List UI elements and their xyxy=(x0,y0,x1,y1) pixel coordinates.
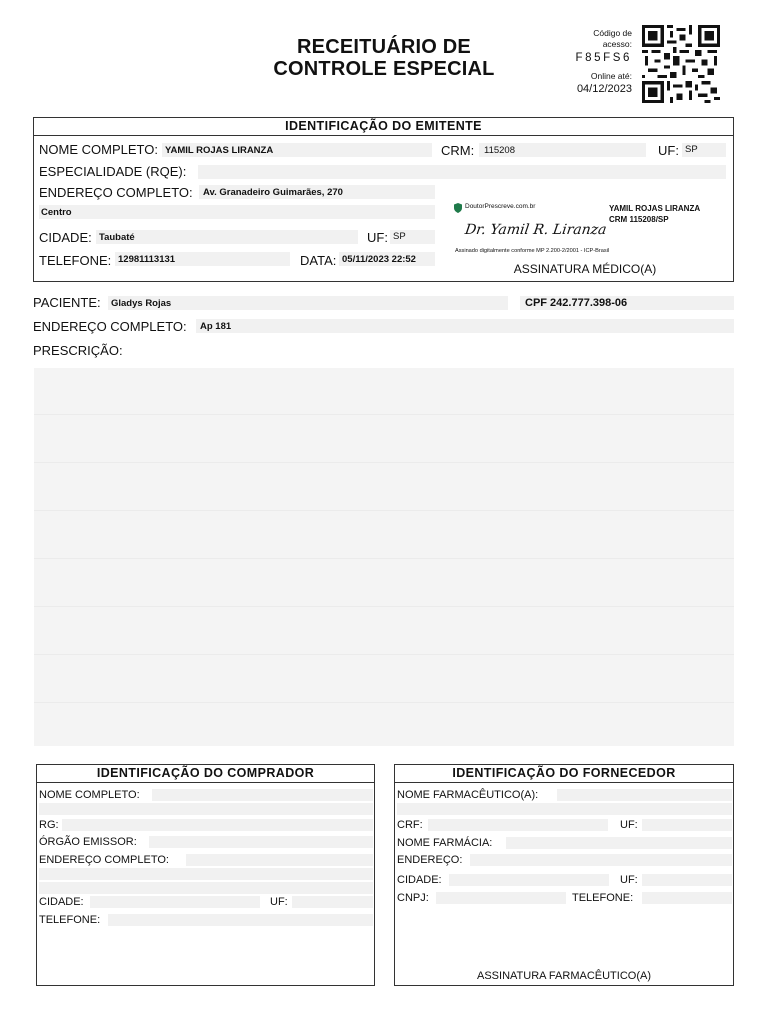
emitter-specialty-field xyxy=(198,165,726,179)
handwritten-signature: Dr. Yamil R. Liranza xyxy=(463,222,608,238)
emitter-uf-value: SP xyxy=(685,144,698,155)
supplier-pharmacy-field[interactable] xyxy=(506,837,732,849)
supplier-pharmacy-label: NOME FARMÁCIA: xyxy=(397,837,493,849)
patient-cpf-value: CPF 242.777.398-06 xyxy=(525,297,628,309)
buyer-issuer-label: ÓRGÃO EMISSOR: xyxy=(39,836,137,848)
prescription-label: PRESCRIÇÃO: xyxy=(33,343,123,358)
supplier-crf-field[interactable] xyxy=(428,819,608,831)
prescription-line xyxy=(34,654,734,655)
supplier-city-uf-field[interactable] xyxy=(642,874,732,886)
signature-caption: ASSINATURA MÉDICO(A) xyxy=(513,262,657,276)
patient-address-field xyxy=(196,319,734,333)
emitter-date-label: DATA: xyxy=(300,253,337,268)
patient-name-value: Gladys Rojas xyxy=(111,298,172,309)
emitter-city-uf-label: UF: xyxy=(367,230,388,245)
signature-platform: DoutorPrescreve.com.br xyxy=(465,203,536,210)
supplier-cnpj-field[interactable] xyxy=(436,892,566,904)
supplier-pharmacist-field-2[interactable] xyxy=(397,803,732,815)
buyer-address-field[interactable] xyxy=(186,854,373,866)
emitter-name-label: NOME COMPLETO: xyxy=(39,142,158,157)
buyer-heading: IDENTIFICAÇÃO DO COMPRADOR xyxy=(37,765,374,783)
emitter-address-label: ENDEREÇO COMPLETO: xyxy=(39,185,193,200)
patient-name-label: PACIENTE: xyxy=(33,295,101,310)
emitter-city-label: CIDADE: xyxy=(39,230,92,245)
buyer-city-label: CIDADE: xyxy=(39,896,84,908)
online-until-date: 04/12/2023 xyxy=(576,83,632,95)
supplier-uf-field[interactable] xyxy=(642,819,732,831)
buyer-address-field-3[interactable] xyxy=(39,882,373,894)
emitter-name-value: YAMIL ROJAS LIRANZA xyxy=(165,145,274,156)
emitter-city-uf-value: SP xyxy=(393,231,406,242)
prescription-line xyxy=(34,462,734,463)
supplier-cnpj-label: CNPJ: xyxy=(397,892,429,904)
supplier-phone-field[interactable] xyxy=(642,892,732,904)
supplier-address-field[interactable] xyxy=(470,854,732,866)
buyer-name-field[interactable] xyxy=(152,789,373,801)
prescription-line xyxy=(34,702,734,703)
prescription-line xyxy=(34,558,734,559)
prescription-area[interactable] xyxy=(34,368,734,746)
prescription-line xyxy=(34,606,734,607)
shield-icon xyxy=(454,203,462,213)
emitter-phone-value: 12981113131 xyxy=(118,254,176,265)
supplier-city-field[interactable] xyxy=(449,874,609,886)
signature-doctor-name: YAMIL ROJAS LIRANZA xyxy=(609,204,701,213)
buyer-name-field-2[interactable] xyxy=(39,803,373,815)
buyer-rg-label: RG: xyxy=(39,819,59,831)
prescription-line xyxy=(34,510,734,511)
buyer-address-label: ENDEREÇO COMPLETO: xyxy=(39,854,169,866)
buyer-issuer-field[interactable] xyxy=(149,836,373,848)
emitter-uf-label: UF: xyxy=(658,143,679,158)
online-until-label: Online até: xyxy=(590,71,632,81)
emitter-phone-label: TELEFONE: xyxy=(39,253,112,268)
emitter-heading: IDENTIFICAÇÃO DO EMITENTE xyxy=(34,118,733,136)
buyer-uf-field[interactable] xyxy=(292,896,373,908)
emitter-city-value: Taubaté xyxy=(99,232,135,243)
supplier-city-uf-label: UF: xyxy=(620,874,638,886)
buyer-phone-field[interactable] xyxy=(108,914,373,926)
prescription-line xyxy=(34,414,734,415)
supplier-uf-label: UF: xyxy=(620,819,638,831)
buyer-phone-label: TELEFONE: xyxy=(39,914,101,926)
supplier-phone-label: TELEFONE: xyxy=(572,892,634,904)
emitter-specialty-label: ESPECIALIDADE (RQE): xyxy=(39,164,187,179)
supplier-signature-caption: ASSINATURA FARMACÊUTICO(A) xyxy=(477,970,651,982)
page-title-line2: CONTROLE ESPECIAL xyxy=(273,58,495,80)
emitter-city-field xyxy=(96,230,358,244)
emitter-address-line1: Av. Granadeiro Guimarães, 270 xyxy=(203,187,343,198)
emitter-crm-value: 115208 xyxy=(484,145,515,156)
page-title-line1: RECEITUÁRIO DE xyxy=(297,36,471,58)
emitter-date-value: 05/11/2023 22:52 xyxy=(342,254,416,265)
supplier-heading: IDENTIFICAÇÃO DO FORNECEDOR xyxy=(395,765,733,783)
qr-code-icon xyxy=(641,25,721,103)
buyer-rg-field[interactable] xyxy=(62,819,373,831)
supplier-pharmacist-label: NOME FARMACÊUTICO(A): xyxy=(397,789,539,801)
buyer-city-field[interactable] xyxy=(90,896,260,908)
patient-address-value: Ap 181 xyxy=(200,321,232,332)
signature-legal-note: Assinado digitalmente conforme MP 2.200-2/2001 - ICP-Brasil xyxy=(455,248,610,254)
access-code: F85FS6 xyxy=(575,52,632,64)
supplier-crf-label: CRF: xyxy=(397,819,423,831)
emitter-crm-label: CRM: xyxy=(441,143,475,158)
access-code-label: Código de acesso: xyxy=(593,28,632,49)
supplier-pharmacist-field[interactable] xyxy=(557,789,732,801)
supplier-city-label: CIDADE: xyxy=(397,874,442,886)
buyer-name-label: NOME COMPLETO: xyxy=(39,789,140,801)
supplier-address-label: ENDEREÇO: xyxy=(397,854,463,866)
emitter-address-line2: Centro xyxy=(41,207,72,218)
signature-doctor-crm: CRM 115208/SP xyxy=(609,215,669,224)
buyer-uf-label: UF: xyxy=(270,896,288,908)
patient-address-label: ENDEREÇO COMPLETO: xyxy=(33,319,187,334)
emitter-address-field-2 xyxy=(39,205,435,219)
buyer-address-field-2[interactable] xyxy=(39,868,373,880)
